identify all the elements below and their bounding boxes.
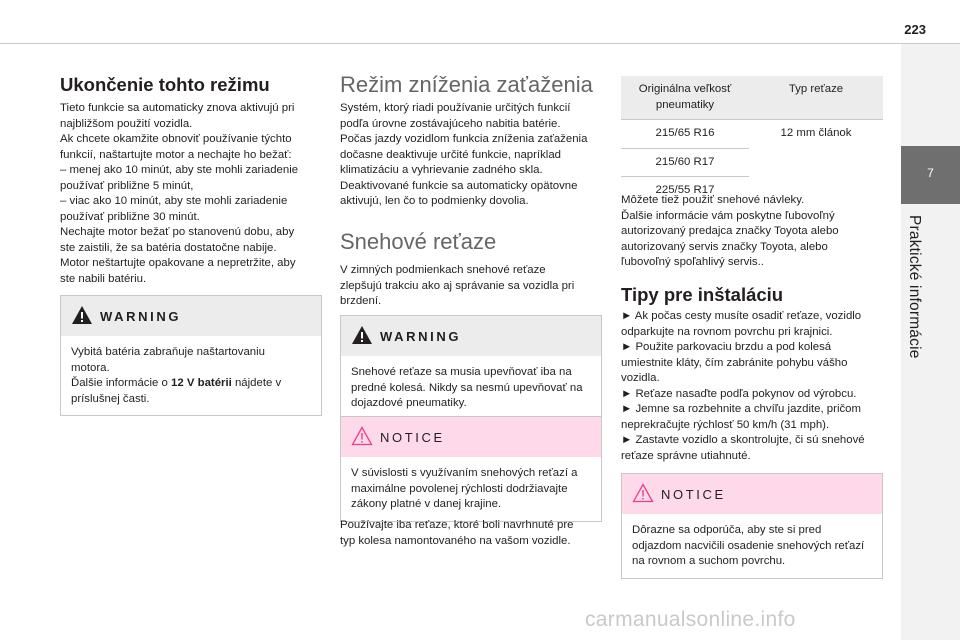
warning-header [341,316,601,356]
section-heading-load-reduction: Režim zníženia zaťaženia [340,72,593,97]
section-heading-installation-tips: Tipy pre inštaláciu [621,284,784,305]
notice-triangle-icon [632,483,654,503]
header-rule [0,43,960,44]
notice-triangle-icon [351,426,373,446]
notice-header [622,474,882,514]
warning-text: Snehové reťaze sa musia upevňovať iba na predné kolesá. Nikdy sa nesmú upevňovať na dojazdové pneumatiky. [351,366,583,409]
notice-text: V súvislosti s využívaním snehových reťazí a maximálne povolenej rýchlosti dodržiavajte zákony platné v danej krajine. [351,467,578,510]
table-cell-size: 215/65 R16 [621,120,749,149]
table-cell-chain-type: 12 mm článok [749,120,883,205]
table-row [621,120,883,149]
end-mode-body: Tieto funkcie sa automaticky znova aktivujú pri najbližšom použití vozidla. Ak chcete okamžite obnoviť používanie týchto funkcií, naštartujte motor a nechajte ho bežať: – menej ako 10 minút, aby ste mohli zariadenie používať približne 5 minút, – viac ako 10 minút, aby ste mohli zariadenie používať približne 30 minút. Nechajte motor bežať po stanovenú dobu, aby ste zaistili, že sa batéria dostatočne nabije. Motor neštartujte opakovane a nepretržite, aby ste nabili batériu. [60,102,299,285]
table-cell-size: 225/55 R17 [621,177,749,205]
watermark: carmanualsonline.info [585,608,796,631]
chapter-number: 7 [927,166,934,180]
tire-chain-table [621,76,883,205]
section-heading-end-mode: Ukončenie tohto režimu [60,74,270,95]
notice-header [341,417,601,457]
table-header-chain-type: Typ reťaze [749,76,883,120]
side-tab-top [901,44,960,146]
table-header-row [621,76,883,120]
battery-link-text: 12 V batérii [171,377,232,389]
snow-socks-body: Môžete tiež použiť snehové návleky. Ďalšie informácie vám poskytne ľubovoľný autorizovaný predajca značky Toyota alebo autorizovaný servis značky Toyota, alebo ľubovoľný spoľahlivý servis.. [621,194,839,268]
warning-triangle-icon [71,305,93,325]
warning-header [61,296,321,336]
notice-text: Dôrazne sa odporúča, aby ste si pred odjazdom nacvičili osadenie snehových reťazí na rovnom a suchom povrchu. [632,524,865,567]
warning-label: WARNING [380,329,462,344]
warning-label: WARNING [100,309,182,324]
installation-tips-body: ► Ak počas cesty musíte osadiť reťaze, vozidlo odparkujte na rovnom povrchu pri krajnici. ► Použite parkovaciu brzdu a pod kolesá umiestnite kláty, čím zabránite pohybu vášho vozidla. ► Reťaze nasaďte podľa pokynov od výrobcu. ► Jemne sa rozbehnite a chvíľu jazdite, pričom neprekračujte rýchlosť 50 km/h (31 mph). ► Zastavte vozidlo a skontrolujte, či sú snehové reťaze správne utiahnuté. [621,310,865,462]
warning-text: Vybitá batéria zabraňuje naštartovaniu motora. Ďalšie informácie o 12 V batérii nájdete v príslušnej časti. [71,346,282,405]
warning-triangle-icon [351,325,373,345]
notice-label: NOTICE [380,430,445,445]
section-heading-snow-chains: Snehové reťaze [340,229,497,254]
chains-fit-body: Používajte iba reťaze, ktoré boli navrhnuté pre typ kolesa namontovaného na vašom vozidle. [340,519,574,547]
notice-box-speed [340,416,602,522]
warning-box-battery [60,295,322,416]
warning-box-chains [340,315,602,421]
snow-chains-body: V zimných podmienkach snehové reťaze zlepšujú trakciu ako aj správanie sa vozidla pri brzdení. [340,264,575,307]
notice-label: NOTICE [661,487,726,502]
notice-box-practice [621,473,883,579]
page-number: 223 [904,22,926,37]
table-header-tire-size: Originálna veľkosť pneumatiky [621,76,749,120]
load-reduction-body: Systém, ktorý riadi používanie určitých funkcií podľa úrovne zostávajúceho nabitia batérie. Počas jazdy vozidlom funkcia zníženia zaťaženia dočasne deaktivuje určité funkcie, napríklad klimatizáciu a vyhrievanie zadného skla. Deaktivované funkcie sa automaticky opätovne aktivujú, len čo to podmienky dovolia. [340,102,588,207]
table-cell-size: 215/60 R17 [621,148,749,177]
chapter-title: Praktické informácie [906,215,923,359]
